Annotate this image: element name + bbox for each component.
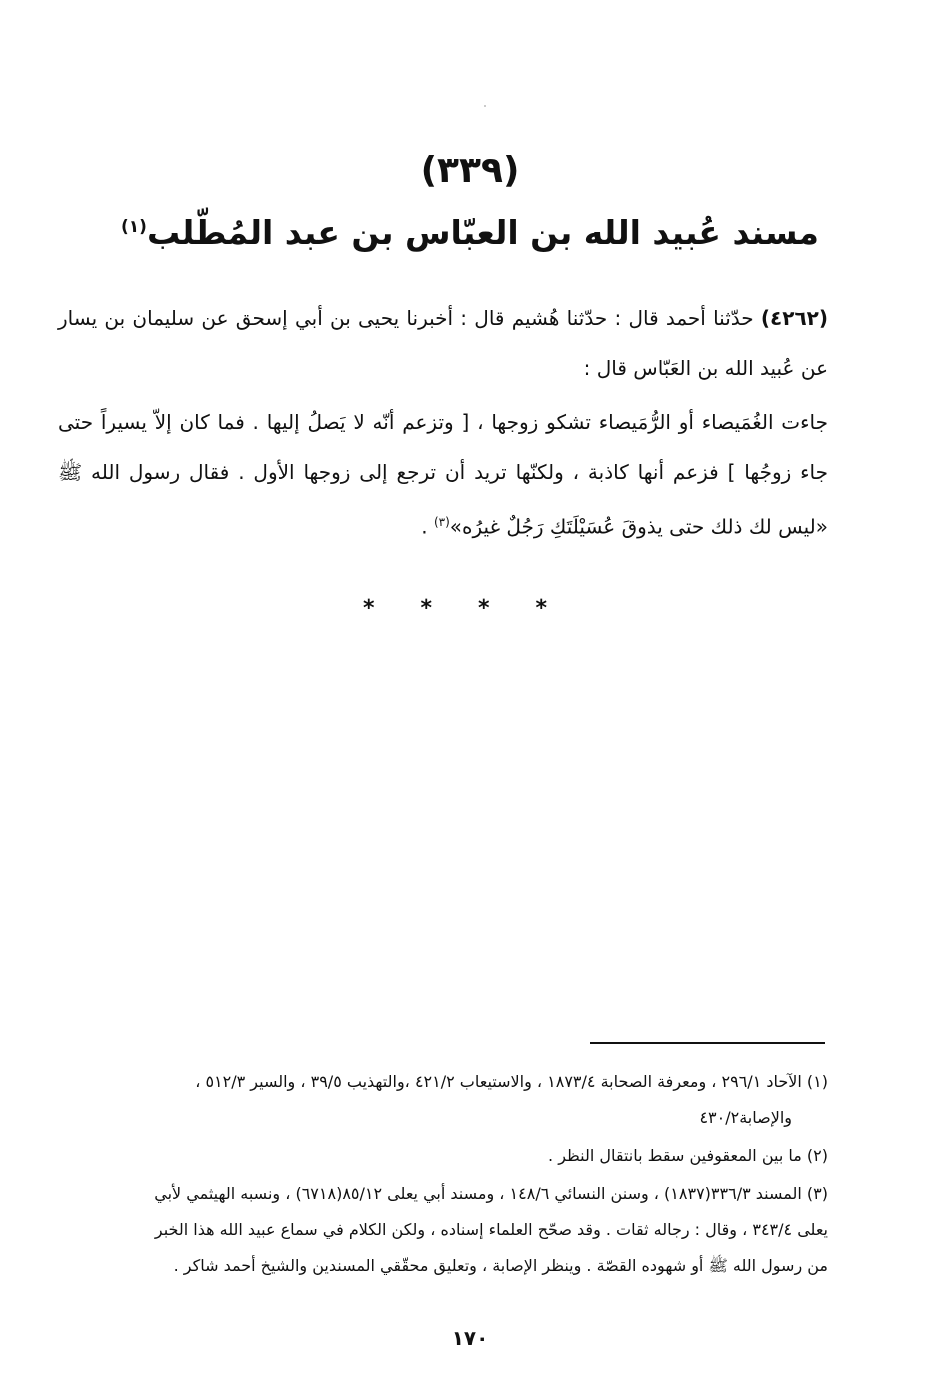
footnote-1-line1: (١) الآحاد ٢٩٦/١ ، ومعرفة الصحابة ١٨٧٣/٤ ، والاستيعاب ٤٢١/٢ ،والتهذيب ٣٩/٥ ، والسير ٥١٢/٣ ، xyxy=(195,1072,828,1091)
footnote-2 xyxy=(58,1138,828,1174)
footnote-1 xyxy=(58,1064,828,1136)
matn-footnote-ref: (٣) xyxy=(433,515,450,529)
footnote-3 xyxy=(58,1176,828,1284)
scan-speck xyxy=(484,105,486,107)
hadith-matn-end: . xyxy=(421,514,434,539)
section-separator xyxy=(0,596,940,621)
separator-star: * xyxy=(420,596,462,621)
separator-star: * xyxy=(362,596,405,621)
footnote-3-line2: يعلى ٣٤٣/٤ ، وقال : رجاله ثقات . وقد صحّح العلماء إسناده ، ولكن الكلام في سماع عبيد الله هذا الخبر xyxy=(154,1220,828,1239)
hadith-isnad: حدّثنا أحمد قال : حدّثنا هُشيم قال : أخبرنا يحيى بن أبي إسحق عن سليمان بن يسار عن عُبيد الله بن العَبّاس قال : xyxy=(58,306,828,380)
hadith-matn-paragraph xyxy=(58,397,828,552)
hadith-matn: جاءت الغُمَيصاء أو الرُّمَيصاء تشكو زوجها ، [ وتزعم أنّه لا يَصلُ إليها . فما كان إلاّ يسيراً حتى جاء زوجُها ] فزعم أنها كاذبة ، ولكنّها تريد أن ترجع إلى زوجها الأول . فقال رسول الله ﷺ «ليس لك ذلك حتى يذوقَ عُسَيْلَتَكِ رَجُلٌ غيرُه» xyxy=(58,410,828,539)
footnote-3-line1: (٣) المسند ٣٣٦/٣(١٨٣٧) ، وسنن النسائي ١٤٨/٦ ، ومسند أبي يعلى ٨٥/١٢(٦٧١٨) ، ونسبه الهيثمي لأبي xyxy=(154,1184,828,1203)
section-number: (٣٣٩) xyxy=(420,150,520,191)
hadith-number: (٤٢٦٢) xyxy=(760,306,829,330)
separator-star: * xyxy=(478,596,520,621)
hadith-isnad-paragraph xyxy=(58,293,828,393)
section-title-text: مسند عُبيد الله بن العبّاس بن عبد المُطّلب xyxy=(146,213,819,252)
title-footnote-ref: (١) xyxy=(120,217,147,237)
footnote-2-line1: (٢) ما بين المعقوفين سقط بانتقال النظر . xyxy=(548,1146,828,1165)
separator-star: * xyxy=(535,596,578,621)
footnote-1-line2: والإصابة٤٣٠/٢ xyxy=(699,1108,792,1127)
footnote-divider xyxy=(590,1042,825,1044)
hadith-body xyxy=(58,293,828,552)
footnotes xyxy=(58,1064,828,1286)
footnote-3-line3: من رسول الله ﷺ أو شهوده القصّة . وينظر الإصابة ، وتعليق محقّقي المسندين والشيخ أحمد شاكر . xyxy=(173,1256,828,1275)
section-title xyxy=(0,213,940,252)
page-number: ١٧٠ xyxy=(451,1326,489,1350)
